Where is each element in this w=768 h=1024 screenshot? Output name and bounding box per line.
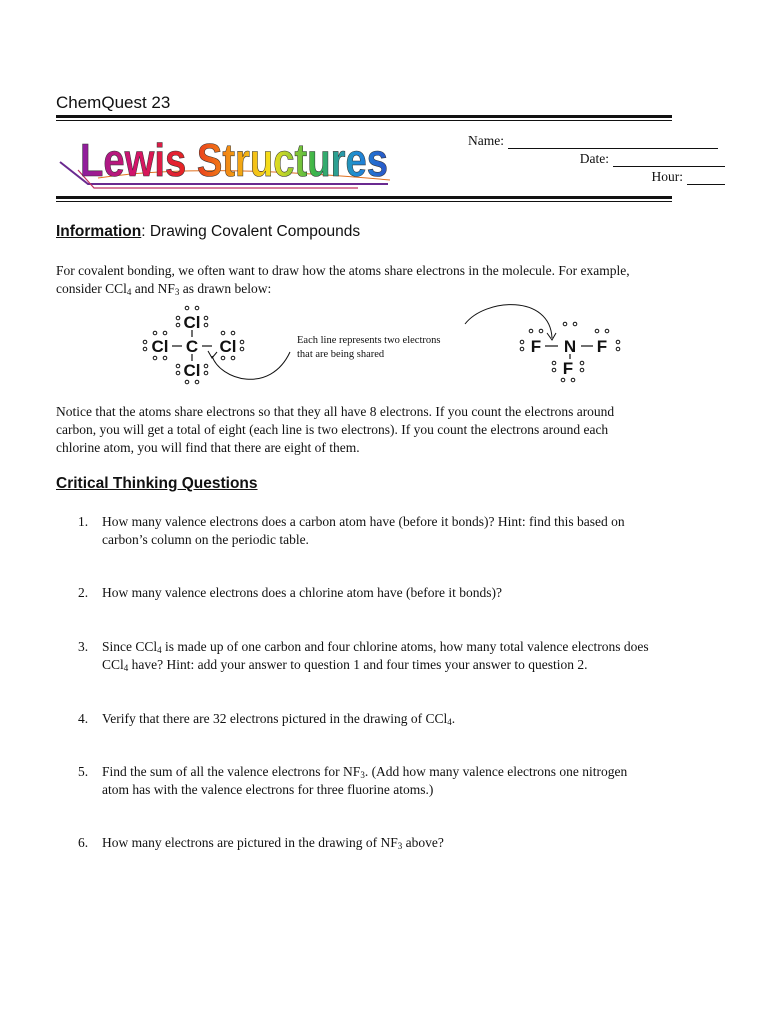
hour-label: Hour: [651, 169, 683, 184]
fluorine-atom-right: F [596, 337, 608, 356]
banner-title: Lewis Structures [80, 134, 388, 186]
nf3-structure [531, 337, 607, 378]
name-label: Name: [468, 133, 504, 148]
hour-field [420, 167, 725, 185]
question-number: 5. [78, 764, 89, 779]
nitrogen-atom: N [563, 337, 577, 356]
intro-paragraph [56, 262, 716, 298]
question-5: 5. Find the sum of all the valence electrons for $NF_3$. (Add how many valence electrons one nitrogen atom has with the valence electrons for three fluorine atoms.) [78, 764, 628, 797]
chlorine-atom-right: Cl [219, 337, 237, 356]
lewis-diagram [140, 300, 640, 390]
annotation-line-2: that are being shared [297, 349, 385, 360]
notice-line-1: Notice that the atoms share electrons so that they all have 8 electrons. If you count the electrons around [56, 404, 615, 419]
date-blank[interactable] [613, 153, 725, 167]
question-4: 4. Verify that there are 32 electrons pictured in the drawing of CCl$_4$. [78, 711, 456, 727]
date-label: Date: [579, 151, 609, 166]
information-topic: : Drawing Covalent Compounds [141, 223, 361, 240]
chlorine-atom-bottom: Cl [183, 361, 201, 380]
chlorine-atom-left: Cl [151, 337, 169, 356]
bottom-rule-thick [56, 196, 672, 199]
notice-paragraph [56, 403, 716, 457]
question-number: 2. [78, 585, 89, 600]
question-3: 3. Since CCl$_4$ is made up of one carbon and four chlorine atoms, how many total valence electrons does CCl$_4$ have? Hint: add your answer to question 1 and four times your answer to question 2. [78, 639, 649, 673]
fluorine-atom-left: F [530, 337, 542, 356]
information-label: Information [56, 223, 142, 240]
bottom-rule-thin [56, 201, 672, 202]
chlorine-atom-top: Cl [183, 313, 201, 332]
student-info-fields [420, 131, 725, 185]
question-6: 6. How many electrons are pictured in the drawing of $NF_3$ above? [78, 835, 444, 851]
carbon-atom: C [185, 337, 199, 356]
name-field [420, 131, 725, 149]
question-number: 1. [78, 514, 89, 529]
question-2: 2. How many valence electrons does a chlorine atom have (before it bonds)? [78, 585, 502, 600]
date-field [420, 149, 725, 167]
question-number: 6. [78, 835, 89, 850]
question-number: 4. [78, 711, 89, 726]
intro-line-1: For covalent bonding, we often want to draw how the atoms share electrons in the molecule. For example, [56, 263, 630, 278]
question-number: 3. [78, 639, 89, 654]
lewis-structures-banner [58, 122, 398, 192]
ccl4-structure [152, 313, 237, 380]
name-blank[interactable] [508, 135, 718, 149]
hour-blank[interactable] [687, 171, 725, 185]
course-title: ChemQuest 23 [56, 93, 171, 112]
notice-line-2: carbon, you will get a total of eight (each line is two electrons). If you count the electrons around each [56, 422, 609, 437]
top-rule-thick [56, 115, 672, 118]
question-1: 1. How many valence electrons does a carbon atom have (before it bonds)? Hint: find this based on carbon’s column on the periodic table. [78, 514, 625, 547]
arrow-to-nf3-bond [465, 305, 552, 338]
information-heading [56, 223, 360, 241]
annotation-line-1: Each line represents two electrons [297, 335, 441, 346]
top-rule-thin [56, 120, 672, 121]
intro-line-2: consider CCl$_4$ and $NF_3$ as drawn below: [56, 281, 272, 297]
critical-thinking-heading: Critical Thinking Questions [56, 475, 258, 492]
notice-line-3: chlorine atom, you will find that there are eight of them. [56, 440, 360, 455]
fluorine-atom-bottom: F [562, 359, 574, 378]
